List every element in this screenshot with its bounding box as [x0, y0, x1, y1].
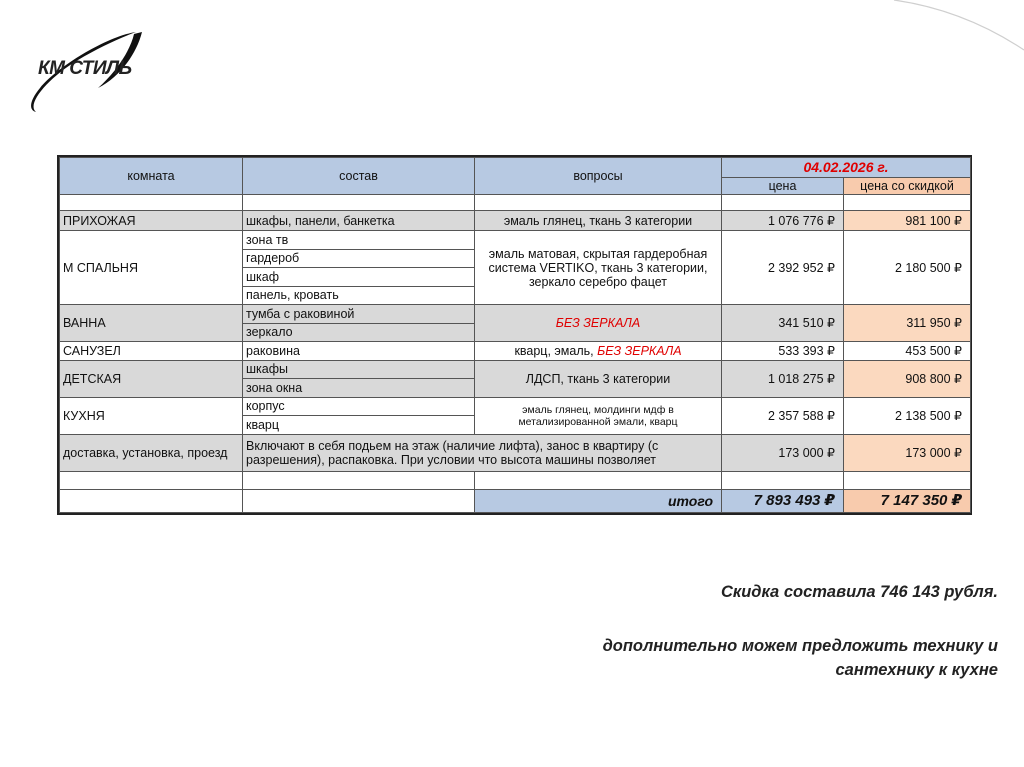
- header-discount-price: цена со скидкой: [844, 177, 971, 194]
- question-text: кварц, эмаль,: [514, 343, 594, 358]
- question-cell: эмаль глянец, молдинги мдф в метализированной эмали, кварц: [475, 397, 722, 434]
- discount-cell: 908 800 ₽: [844, 360, 971, 397]
- room-cell: ПРИХОЖАЯ: [60, 211, 243, 231]
- empty-cell: [60, 490, 243, 513]
- discount-cell: 173 000 ₽: [844, 434, 971, 471]
- room-cell: доставка, установка, проезд: [60, 434, 243, 471]
- summary-block: [438, 580, 998, 682]
- empty-cell: [475, 471, 722, 490]
- price-cell: 1 018 275 ₽: [722, 360, 844, 397]
- item-cell: шкафы: [243, 360, 475, 379]
- item-cell: зона тв: [243, 231, 475, 250]
- discount-cell: 981 100 ₽: [844, 211, 971, 231]
- logo-text: КМ СТИЛЬ: [38, 58, 132, 79]
- item-cell: раковина: [243, 342, 475, 361]
- discount-note: Скидка составила 746 143 рубля.: [720, 583, 998, 601]
- header-price: цена: [722, 177, 844, 194]
- discount-cell: 2 180 500 ₽: [844, 231, 971, 305]
- table-row-total: [60, 490, 971, 513]
- item-cell: тумба с раковиной: [243, 305, 475, 324]
- item-cell: шкафы, панели, банкетка: [243, 211, 475, 231]
- offer-line-1: дополнительно можем предложить технику и: [602, 637, 998, 655]
- room-cell: ДЕТСКАЯ: [60, 360, 243, 397]
- table-row-wc: [60, 342, 971, 361]
- empty-cell: [844, 471, 971, 490]
- empty-cell: [243, 471, 475, 490]
- discount-cell: 453 500 ₽: [844, 342, 971, 361]
- empty-cell: [243, 195, 475, 211]
- item-cell: шкаф: [243, 268, 475, 287]
- question-warning: БЕЗ ЗЕРКАЛА: [597, 343, 682, 358]
- item-cell: кварц: [243, 416, 475, 435]
- header-questions: вопросы: [475, 158, 722, 195]
- quote-table: [57, 155, 972, 515]
- table-row-delivery: [60, 434, 971, 471]
- composition-cell: Включают в себя подьем на этаж (наличие лифта), занос в квартиру (с разрешения), распаковка. При условии что высота машины позволяет: [243, 434, 722, 471]
- item-cell: зона окна: [243, 379, 475, 398]
- question-cell: ЛДСП, ткань 3 категории: [475, 360, 722, 397]
- table-row-bath: [60, 305, 971, 324]
- item-cell: корпус: [243, 397, 475, 416]
- empty-cell: [243, 490, 475, 513]
- price-cell: 2 392 952 ₽: [722, 231, 844, 305]
- price-cell: 2 357 588 ₽: [722, 397, 844, 434]
- question-cell: БЕЗ ЗЕРКАЛА: [475, 305, 722, 342]
- room-cell: КУХНЯ: [60, 397, 243, 434]
- question-cell: эмаль матовая, скрытая гардеробная система VERTIKO, ткань 3 категории, зеркало серебро фацет: [475, 231, 722, 305]
- empty-cell: [60, 471, 243, 490]
- table-row-kitchen: [60, 397, 971, 416]
- header-composition: состав: [243, 158, 475, 195]
- item-cell: гардероб: [243, 249, 475, 268]
- offer-line-2: сантехнику к кухне: [835, 661, 998, 679]
- empty-cell: [60, 195, 243, 211]
- price-cell: 341 510 ₽: [722, 305, 844, 342]
- empty-cell: [844, 195, 971, 211]
- empty-cell: [722, 195, 844, 211]
- total-label: итого: [475, 490, 722, 513]
- price-cell: 173 000 ₽: [722, 434, 844, 471]
- question-cell: эмаль глянец, ткань 3 категории: [475, 211, 722, 231]
- discount-cell: 311 950 ₽: [844, 305, 971, 342]
- total-price: 7 893 493 ₽: [722, 490, 844, 513]
- header-date: 04.02.2026 г.: [722, 158, 971, 178]
- empty-cell: [722, 471, 844, 490]
- total-discount-price: 7 147 350 ₽: [844, 490, 971, 513]
- price-cell: 533 393 ₽: [722, 342, 844, 361]
- empty-cell: [475, 195, 722, 211]
- table-row-bedroom: [60, 231, 971, 250]
- room-cell: САНУЗЕЛ: [60, 342, 243, 361]
- price-cell: 1 076 776 ₽: [722, 211, 844, 231]
- header-room: комната: [60, 158, 243, 195]
- room-cell: ВАННА: [60, 305, 243, 342]
- corner-decoration: [884, 0, 1024, 60]
- item-cell: панель, кровать: [243, 286, 475, 305]
- table-row-kids: [60, 360, 971, 379]
- question-cell: [475, 342, 722, 361]
- item-cell: зеркало: [243, 323, 475, 342]
- room-cell: М СПАЛЬНЯ: [60, 231, 243, 305]
- table-row-hallway: [60, 211, 971, 231]
- discount-cell: 2 138 500 ₽: [844, 397, 971, 434]
